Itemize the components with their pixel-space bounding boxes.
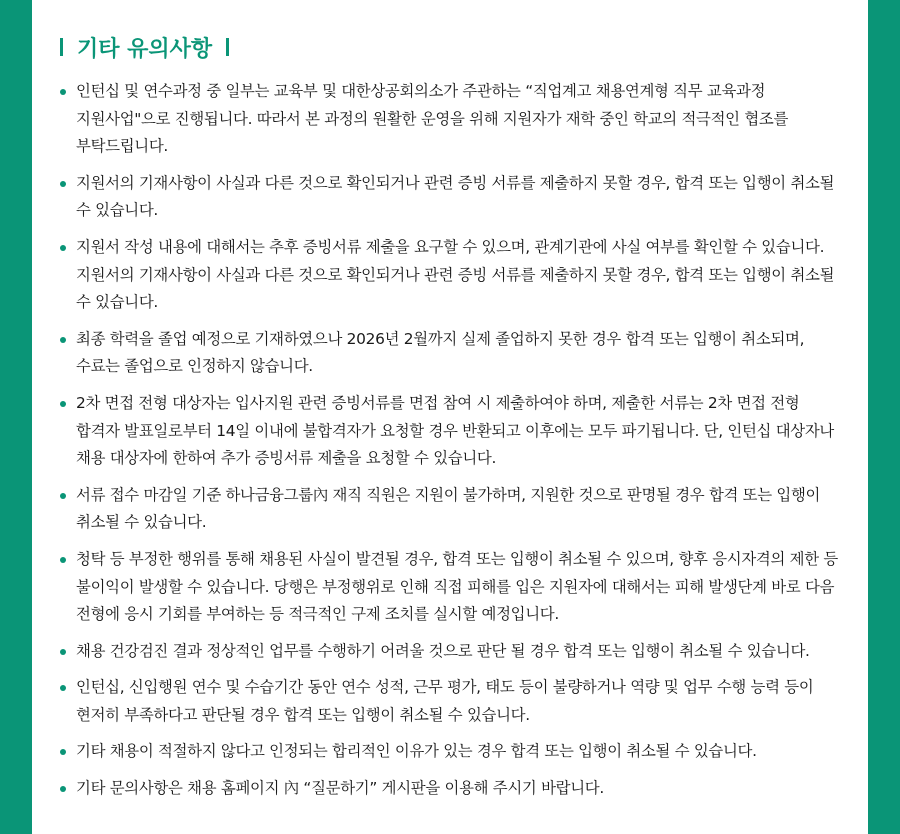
list-item-text: 지원서의 기재사항이 사실과 다른 것으로 확인되거나 관련 증빙 서류를 제출하지 못할 경우, 합격 또는 입행이 취소될 수 있습니다.: [76, 173, 835, 220]
bullet-icon: [60, 401, 66, 407]
section-title: 기타 유의사항: [77, 36, 213, 62]
bullet-icon: [60, 786, 66, 792]
notice-list: [60, 78, 840, 803]
list-item: [60, 234, 840, 317]
title-divider-left: [60, 38, 63, 56]
list-item-text: 채용 건강검진 결과 정상적인 업무를 수행하기 어려울 것으로 판단 될 경우 합격 또는 입행이 취소될 수 있습니다.: [76, 641, 810, 660]
bullet-icon: [60, 685, 66, 691]
title-divider-right: [226, 38, 229, 56]
bullet-icon: [60, 649, 66, 655]
list-item-text: 최종 학력을 졸업 예정으로 기재하였으나 2026년 2월까지 실제 졸업하지 못한 경우 합격 또는 입행이 취소되며, 수료는 졸업으로 인정하지 않습니다.: [76, 329, 805, 376]
right-border-bar: [868, 0, 900, 834]
list-item: [60, 738, 840, 766]
list-item-text: 청탁 등 부정한 행위를 통해 채용된 사실이 발견될 경우, 합격 또는 입행이 취소될 수 있으며, 향후 응시자격의 제한 등 불이익이 발생할 수 있습니다. 당행은 부정행위로 인해 직접 피해를 입은 지원자에 대해서는 피해 발생단계 바로 다음 전형에 응시 기회를 부여하는 등 적극적인 구제 조치를 실시할 예정입니다.: [76, 549, 838, 624]
bullet-icon: [60, 749, 66, 755]
bullet-icon: [60, 89, 66, 95]
bullet-icon: [60, 181, 66, 187]
list-item: [60, 78, 840, 161]
list-item-text: 서류 접수 마감일 기준 하나금융그룹內 재직 직원은 지원이 불가하며, 지원한 것으로 판명될 경우 합격 또는 입행이 취소될 수 있습니다.: [76, 485, 821, 532]
section-heading: [60, 30, 840, 64]
list-item: [60, 482, 840, 537]
list-item-text: 2차 면접 전형 대상자는 입사지원 관련 증빙서류를 면접 참여 시 제출하여야 하며, 제출한 서류는 2차 면접 전형 합격자 발표일로부터 14일 이내에 불합격자가 요청할 경우 반환되고 이후에는 모두 파기됩니다. 단, 인턴십 대상자나 채용 대상자에 한하여 추가 증빙서류 제출을 요청할 수 있습니다.: [76, 393, 834, 468]
notice-section: [60, 30, 840, 812]
list-item-text: 지원서 작성 내용에 대해서는 추후 증빙서류 제출을 요구할 수 있으며, 관계기관에 사실 여부를 확인할 수 있습니다. 지원서의 기재사항이 사실과 다른 것으로 확인되거나 관련 증빙 서류를 제출하지 못할 경우, 합격 또는 입행이 취소될 수 있습니다.: [76, 237, 835, 312]
list-item: [60, 638, 840, 666]
list-item: [60, 390, 840, 473]
bullet-icon: [60, 337, 66, 343]
bullet-icon: [60, 245, 66, 251]
list-item-text: 기타 문의사항은 채용 홈페이지 內 “질문하기” 게시판을 이용해 주시기 바랍니다.: [76, 779, 604, 798]
bullet-icon: [60, 557, 66, 563]
list-item-text: 인턴십 및 연수과정 중 일부는 교육부 및 대한상공회의소가 주관하는 “직업계고 채용연계형 직무 교육과정 지원사업"으로 진행됩니다. 따라서 본 과정의 원활한 운영을 위해 지원자가 재학 중인 학교의 적극적인 협조를 부탁드립니다.: [76, 82, 789, 156]
left-border-bar: [0, 0, 32, 834]
list-item: [60, 326, 840, 381]
list-item: [60, 546, 840, 629]
list-item: [60, 170, 840, 225]
list-item-text: 인턴십, 신입행원 연수 및 수습기간 동안 연수 성적, 근무 평가, 태도 등이 불량하거나 역량 및 업무 수행 능력 등이 현저히 부족하다고 판단될 경우 합격 또는 입행이 취소될 수 있습니다.: [76, 678, 814, 724]
list-item-text: 기타 채용이 적절하지 않다고 인정되는 합리적인 이유가 있는 경우 합격 또는 입행이 취소될 수 있습니다.: [76, 742, 757, 761]
bullet-icon: [60, 493, 66, 499]
list-item: [60, 674, 840, 729]
list-item: [60, 775, 840, 803]
